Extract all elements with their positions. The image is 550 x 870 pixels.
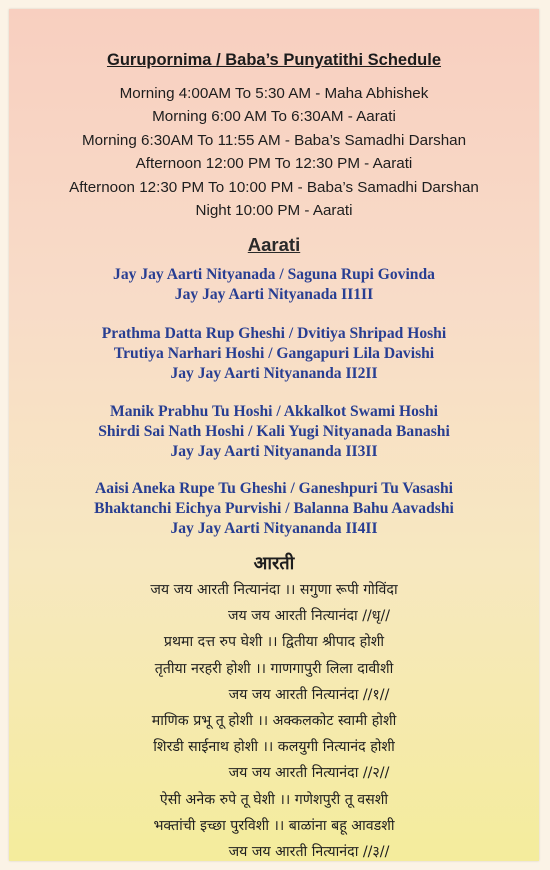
schedule-row: Morning 6:30AM To 11:55 AM - Baba’s Samadhi Darshan	[81, 131, 467, 149]
aarati-verse-3	[9, 402, 539, 461]
schedule-row: Night 10:00 PM - Aarati	[195, 201, 353, 219]
marathi-line: माणिक प्रभू तू होशी ।। अक्कलकोट स्वामी होशी	[151, 712, 397, 729]
marathi-refrain: जय जय आरती नित्यानंदा //२//	[228, 765, 390, 782]
schedule-row: Morning 6:00 AM To 6:30AM - Aarati	[152, 108, 396, 126]
aarati-verse-4	[9, 479, 539, 538]
verse-line: Bhaktanchi Eichya Purvishi / Balanna Bahu Aavadshi	[94, 499, 454, 517]
verse-line: Manik Prabhu Tu Hoshi / Akkalkot Swami Hoshi	[109, 403, 439, 420]
marathi-refrain: जय जय आरती नित्यानंदा //धृ//	[227, 608, 391, 625]
schedule-row: Morning 4:00AM To 5:30 AM - Maha Abhishek	[119, 85, 429, 102]
aarati-verse-2	[9, 324, 539, 383]
marathi-line: ऐसी अनेक रुपे तू घेशी ।। गणेशपुरी तू वसशी	[159, 791, 389, 808]
schedule-row: Afternoon 12:30 PM To 10:00 PM - Baba’s Samadhi Darshan	[69, 178, 479, 196]
marathi-aarati	[9, 577, 539, 865]
verse-line: Shirdi Sai Nath Hoshi / Kali Yugi Nityanada Banashi	[98, 422, 450, 440]
verse-line: Jay Jay Aarti Nityananda II2II	[170, 364, 378, 382]
schedule-list	[9, 82, 539, 222]
verse-line: Prathma Datta Rup Gheshi / Dvitiya Shripad Hoshi	[101, 325, 447, 342]
aarati-heading: Aarati	[247, 234, 301, 255]
marathi-line: तृतीया नरहरी होशी ।। गाणगापुरी लिला दावीशी	[154, 660, 394, 677]
marathi-line: जय जय आरती नित्यानंदा ।। सगुणा रूपी गोविंदा	[150, 582, 398, 598]
marathi-line: प्रथमा दत्त रुप घेशी ।। द्वितीया श्रीपाद होशी	[163, 634, 385, 651]
verse-line: Jay Jay Aarti Nityanada / Saguna Rupi Govinda	[113, 266, 435, 283]
schedule-row: Afternoon 12:00 PM To 12:30 PM - Aarati	[135, 155, 413, 173]
schedule-card	[9, 9, 539, 861]
marathi-refrain: जय जय आरती नित्यानंदा //३//	[228, 843, 390, 860]
verse-line: Jay Jay Aarti Nityanada II1II	[174, 285, 374, 303]
marathi-refrain: जय जय आरती नित्यानंदा //१//	[228, 686, 390, 703]
verse-line: Aaisi Aneka Rupe Tu Gheshi / Ganeshpuri Tu Vasashi	[95, 480, 453, 497]
schedule-title: Gurupornima / Baba’s Punyatithi Schedule	[106, 51, 442, 69]
aarati-verse-1	[9, 265, 539, 305]
verse-line: Trutiya Narhari Hoshi / Gangapuri Lila Davishi	[113, 344, 435, 362]
verse-line: Jay Jay Aarti Nityananda II4II	[170, 519, 378, 537]
verse-line: Jay Jay Aarti Nityananda II3II	[170, 442, 378, 460]
marathi-line: शिरडी साईनाथ होशी ।। कलयुगी नित्यानंद होशी	[153, 739, 395, 756]
marathi-line: भक्तांची इच्छा पुरविशी ।। बाळांना बहू आवडशी	[153, 817, 395, 834]
marathi-heading: आरती	[253, 553, 295, 574]
